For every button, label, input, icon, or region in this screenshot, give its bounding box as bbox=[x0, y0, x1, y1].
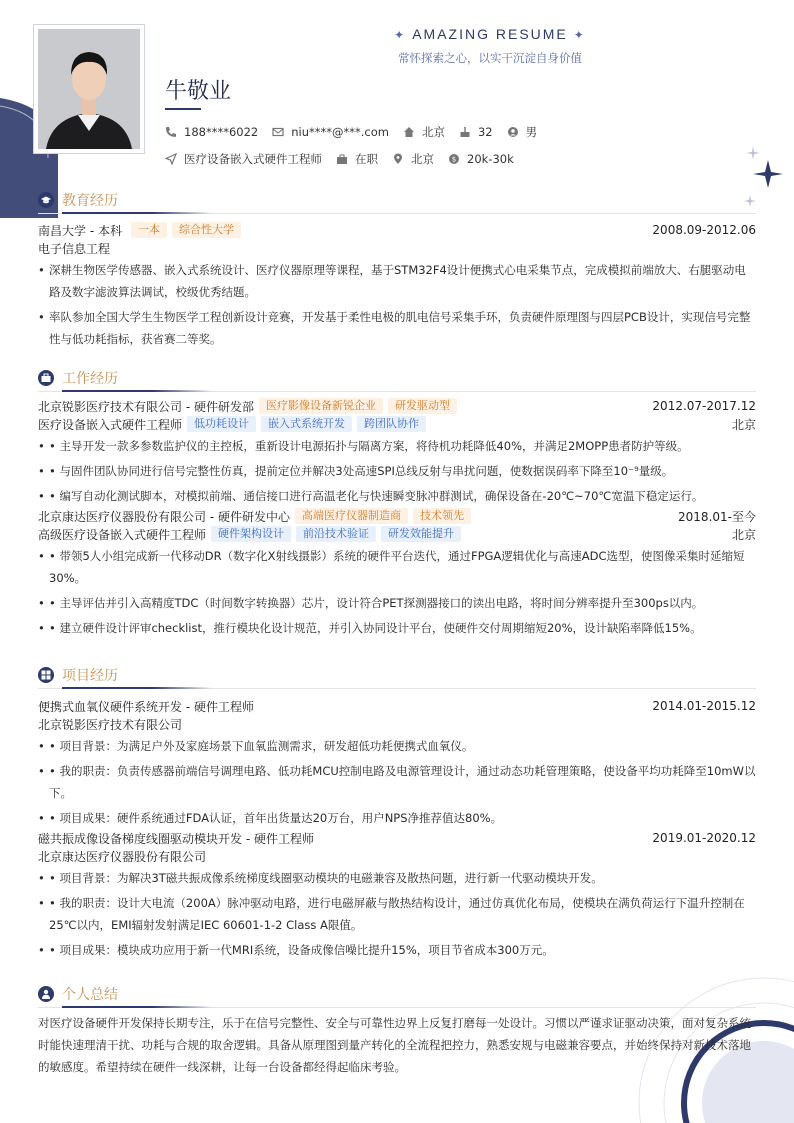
work-location: 北京 bbox=[731, 527, 756, 542]
education-header bbox=[38, 190, 756, 210]
age-item bbox=[459, 125, 493, 139]
send-icon bbox=[165, 153, 177, 165]
age-text: 32 bbox=[477, 125, 493, 139]
projects-title: 项目经历 bbox=[62, 668, 118, 684]
project-entry bbox=[38, 829, 756, 961]
role-tag: 低功耗设计 bbox=[187, 416, 256, 432]
summary-header bbox=[38, 984, 756, 1004]
section-divider-accent bbox=[62, 687, 212, 689]
role-tag: 嵌入式系统开发 bbox=[261, 416, 352, 432]
school-tag: 一本 bbox=[131, 222, 167, 238]
school-tag: 综合性大学 bbox=[172, 222, 241, 238]
banner-title-text: AMAZING RESUME bbox=[412, 26, 568, 42]
status-text: 在职 bbox=[355, 152, 378, 166]
user-icon bbox=[38, 986, 54, 1002]
status-item bbox=[336, 151, 378, 167]
salary-item bbox=[448, 152, 514, 166]
banner-subtitle: 常怀探索之心，以实干沉淀自身价值 bbox=[398, 51, 582, 65]
summary-section bbox=[38, 984, 756, 1078]
company-line: 北京康达医疗仪器股份有限公司 - 硬件研发中心 bbox=[38, 509, 290, 524]
email-text: niu****@***.com bbox=[291, 125, 389, 139]
company-line: 北京锐影医疗技术有限公司 - 硬件研发部 bbox=[38, 399, 254, 414]
work-bullet: • • 建立硬件设计评审checklist，推行模块化设计规范，并引入协同设计平台，使硬件交付周期缩短20%，设计缺陷率降低15%。 bbox=[38, 617, 756, 639]
work-bullet: • • 主导评估并引入高精度TDC（时间数字转换器）芯片，设计符合PET探测器接口的读出电路，将时间分辨率提升至300ps以内。 bbox=[38, 592, 756, 614]
project-name: 磁共振成像设备梯度线圈驱动模块开发 - 硬件工程师 bbox=[38, 831, 314, 846]
work-entry bbox=[38, 397, 756, 507]
phone-text: 188****6022 bbox=[184, 125, 259, 139]
work-bullet: • • 带领5人小组完成新一代移动DR（数字化X射线摄影）系统的硬件平台迭代，通过FPGA逻辑优化与高速ADC选型，使图像采集时延缩短30%。 bbox=[38, 545, 756, 589]
education-title: 教育经历 bbox=[62, 193, 118, 209]
work-header bbox=[38, 368, 756, 388]
projects-header bbox=[38, 665, 756, 685]
work-entry bbox=[38, 507, 756, 639]
education-entry bbox=[38, 221, 756, 350]
school-line: 南昌大学 - 本科 bbox=[38, 223, 122, 238]
work-bullets bbox=[38, 435, 756, 507]
major-text: 电子信息工程 bbox=[38, 241, 111, 256]
profile-photo-frame bbox=[33, 24, 145, 154]
project-bullet: • • 我的职责：负责传感器前端信号调理电路、低功耗MCU控制电路及电源管理设计，通过动态功耗管理策略，使设备平均功耗降至10mW以下。 bbox=[38, 760, 756, 804]
company-tag: 高端医疗仪器制造商 bbox=[295, 508, 408, 524]
project-bullets bbox=[38, 735, 756, 829]
email-item bbox=[272, 125, 389, 139]
project-company-row bbox=[38, 847, 756, 865]
diamond-icon: ✦ bbox=[573, 28, 586, 42]
salary-text: 20k-30k bbox=[467, 152, 514, 166]
work-date: 2018.01-至今 bbox=[678, 509, 756, 524]
project-bullets bbox=[38, 867, 756, 961]
project-date: 2019.01-2020.12 bbox=[652, 831, 756, 845]
role-tag: 研发效能提升 bbox=[381, 526, 461, 542]
project-bullet: • • 项目成果：硬件系统通过FDA认证，首年出货量达20万台，用户NPS净推荐值达80%。 bbox=[38, 807, 756, 829]
project-bullet: • • 项目背景：为满足户外及家庭场景下血氧监测需求，研发超低功耗便携式血氧仪。 bbox=[38, 735, 756, 757]
major-row bbox=[38, 239, 756, 257]
city-item bbox=[403, 124, 445, 140]
svg-text:$: $ bbox=[451, 155, 457, 164]
target-job-text: 医疗设备嵌入式硬件工程师 bbox=[184, 152, 322, 166]
phone-icon bbox=[165, 126, 177, 138]
project-bullet: • • 项目成果：模块成功应用于新一代MRI系统，设备成像信噪比提升15%，项目节省成本300万元。 bbox=[38, 939, 756, 961]
work-bullet: • • 主导开发一款多参数监护仪的主控板，重新设计电源拓扑与隔离方案，将待机功耗降低40%，并满足2MOPP患者防护等级。 bbox=[38, 435, 756, 457]
work-section bbox=[38, 368, 756, 642]
target-job-item bbox=[165, 151, 322, 167]
home-icon bbox=[403, 126, 415, 138]
work-location: 北京 bbox=[731, 417, 756, 432]
role-text: 医疗设备嵌入式硬件工程师 bbox=[38, 417, 183, 432]
banner-title bbox=[380, 26, 600, 42]
work-bullet: • • 编写自动化测试脚本，对模拟前端、通信接口进行高温老化与快速瞬变脉冲群测试，确保设备在-20℃~70℃宽温下稳定运行。 bbox=[38, 485, 756, 507]
summary-text: 对医疗设备硬件开发保持长期专注，乐于在信号完整性、安全与可靠性边界上反复打磨每一处设计。习惯以严谨求证驱动决策，面对复杂系统时能快速理清干扰、功耗与合规的取舍逻辑。具备从原理图到量产转化的全流程把控力，熟悉安规与电磁兼容要点，并始终保持对新技术落地的敏感度。希望持续在硬件一线深耕，让每一台设备都经得起临床考验。 bbox=[38, 1016, 751, 1074]
target-city-item bbox=[392, 151, 434, 167]
role-row bbox=[38, 525, 756, 543]
gender-text: 男 bbox=[525, 125, 538, 139]
education-bullet: • 深耕生物医学传感器、嵌入式系统设计、医疗仪器原理等课程，基于STM32F4设计便携式心电采集节点，完成模拟前端放大、右腿驱动电路及数字滤波算法调试，校级优秀结题。 bbox=[38, 259, 756, 303]
briefcase-icon bbox=[336, 153, 348, 165]
summary-title: 个人总结 bbox=[62, 987, 118, 1003]
cake-icon bbox=[459, 126, 471, 138]
money-icon bbox=[448, 153, 460, 165]
section-divider-accent bbox=[62, 1006, 212, 1008]
briefcase-icon bbox=[38, 370, 54, 386]
project-company-row bbox=[38, 715, 756, 733]
education-bullets bbox=[38, 259, 756, 350]
work-date: 2012.07-2017.12 bbox=[652, 399, 756, 413]
city-text: 北京 bbox=[421, 125, 445, 139]
role-tag: 硬件架构设计 bbox=[211, 526, 291, 542]
project-bullet: • • 项目背景：为解决3T磁共振成像系统梯度线圈驱动模块的电磁兼容及散热问题，进行新一代驱动模块开发。 bbox=[38, 867, 756, 889]
education-row bbox=[38, 221, 756, 239]
project-date: 2014.01-2015.12 bbox=[652, 699, 756, 713]
graduation-cap-icon bbox=[38, 192, 54, 208]
project-row bbox=[38, 829, 756, 847]
project-company: 北京锐影医疗技术有限公司 bbox=[38, 717, 183, 732]
gender-icon bbox=[507, 126, 519, 138]
project-name: 便携式血氧仪硬件系统开发 - 硬件工程师 bbox=[38, 699, 254, 714]
project-company: 北京康达医疗仪器股份有限公司 bbox=[38, 849, 207, 864]
work-title: 工作经历 bbox=[62, 371, 118, 387]
job-intent-row bbox=[165, 151, 528, 167]
projects-section bbox=[38, 665, 756, 964]
education-date: 2008.09-2012.06 bbox=[652, 223, 756, 237]
company-row bbox=[38, 507, 756, 525]
section-divider-accent bbox=[62, 390, 212, 392]
role-text: 高级医疗设备嵌入式硬件工程师 bbox=[38, 527, 207, 542]
education-section bbox=[38, 190, 756, 353]
project-row bbox=[38, 697, 756, 715]
name-underline bbox=[165, 108, 201, 110]
project-bullet: • • 我的职责：设计大电流（200A）脉冲驱动电路，进行电磁屏蔽与散热结构设计，通过仿真优化布局，使模块在满负荷运行下温升控制在25℃以内，EMI辐射发射满足IEC 60601-1-2 Class A限值。 bbox=[38, 892, 756, 936]
location-pin-icon bbox=[392, 153, 404, 165]
company-tag: 医疗影像设备新锐企业 bbox=[259, 398, 383, 414]
target-city-text: 北京 bbox=[411, 152, 434, 166]
contact-info-row bbox=[165, 124, 551, 140]
company-tag: 研发驱动型 bbox=[388, 398, 457, 414]
section-divider-accent bbox=[62, 212, 212, 214]
role-tag: 跨团队协作 bbox=[357, 416, 426, 432]
company-row bbox=[38, 397, 756, 415]
profile-photo bbox=[38, 29, 140, 149]
gender-item bbox=[507, 124, 538, 140]
candidate-name: 牛敬业 bbox=[165, 79, 232, 104]
education-bullet: • 率队参加全国大学生生物医学工程创新设计竞赛，开发基于柔性电极的肌电信号采集手环，负责硬件原理图与四层PCB设计，实现信号完整性与低功耗指标，获省赛二等奖。 bbox=[38, 306, 756, 350]
role-row bbox=[38, 415, 756, 433]
role-tag: 前沿技术验证 bbox=[296, 526, 376, 542]
resume-banner bbox=[380, 26, 600, 66]
work-bullets bbox=[38, 545, 756, 639]
phone-item bbox=[165, 125, 258, 139]
diamond-icon: ✦ bbox=[394, 28, 407, 42]
grid-icon bbox=[38, 667, 54, 683]
work-bullet: • • 与固件团队协同进行信号完整性仿真，提前定位并解决3处高速SPI总线反射与串扰问题，使数据误码率下降至10⁻⁹量级。 bbox=[38, 460, 756, 482]
project-entry bbox=[38, 697, 756, 829]
company-tag: 技术领先 bbox=[413, 508, 471, 524]
email-icon bbox=[272, 126, 284, 138]
